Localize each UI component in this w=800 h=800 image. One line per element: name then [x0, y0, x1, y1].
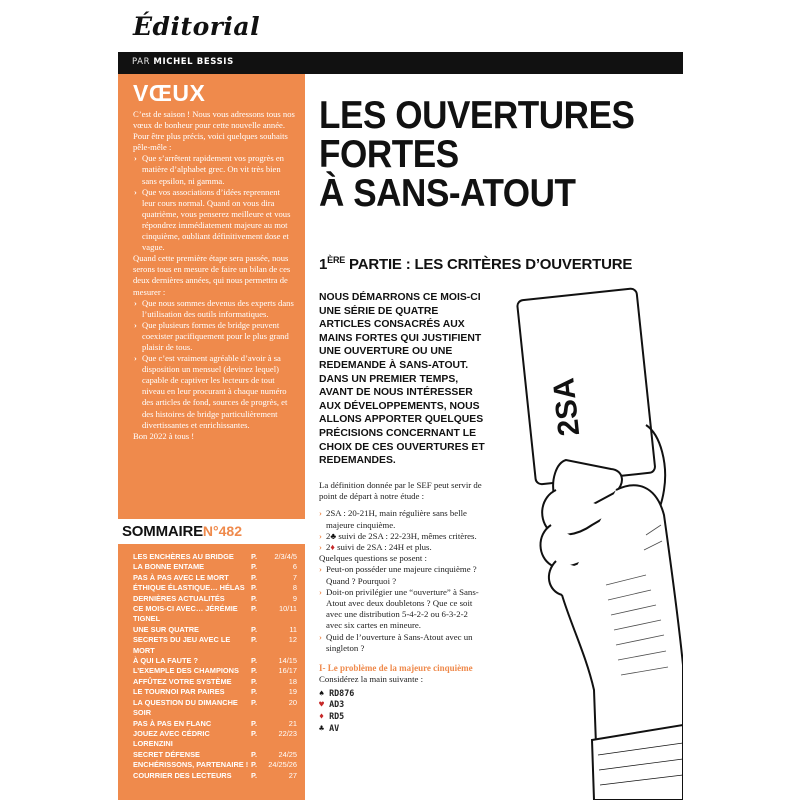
article-body [319, 480, 482, 734]
toc-row[interactable]: DERNIÈRES ACTUALITÉS P. 9 [133, 593, 297, 603]
toc-row[interactable]: ENCHÉRISSONS, PARTENAIRE ! P. 24/25/26 [133, 760, 297, 770]
hand-row-diamonds: ♦ RD5 [319, 710, 345, 721]
toc-row[interactable]: COURRIER DES LECTEURS P. 27 [133, 770, 297, 780]
list-item: › Que nous sommes devenus des experts dans l’utilisation des outils informatiques. [133, 298, 295, 320]
toc-row[interactable]: SECRET DÉFENSE P. 24/25 [133, 749, 297, 759]
voeux-box [118, 74, 305, 526]
list-item: › 2♣ suivi de 2SA : 22-23H, mêmes critères. [319, 531, 482, 542]
voeux-middle: Quand cette première étape sera passée, nous serons tous en mesure de faire un bilan de ces deux dernières années, qui nous permettra de mesurer : [133, 253, 291, 297]
toc-row[interactable]: LA QUESTION DU DIMANCHE SOIR P. 20 [133, 697, 297, 718]
masthead: Éditorial [133, 12, 261, 41]
list-item: › Quid de l’ouverture à Sans-Atout avec un singleton ? [319, 632, 482, 654]
list-item: › Que c’est vraiment agréable d’avoir à sa disposition un mensuel (devinez lequel) capable de captiver les lecteurs de tout niveau en leur procurant à chaque numéro des articles de fond, sources de progrès, et des histoires de bridge particulièrement divertissantes et enrichissantes. [133, 353, 295, 431]
body-intro: La définition donnée par le SEF peut servir de point de départ à notre étude : [319, 480, 482, 502]
diamond-icon: ♦ [319, 710, 325, 721]
sommaire-heading [118, 519, 305, 541]
article-title: LES OUVERTURES FORTES À SANS-ATOUT [319, 94, 635, 215]
toc-row[interactable]: UNE SUR QUATRE P. 11 [133, 624, 297, 634]
voeux-intro: C’est de saison ! Nous vous adressons tous nos vœux de bonheur pour cette nouvelle année. Pour être plus précis, voici quelques souhaits pêle-mêle : [133, 109, 295, 153]
bridge-hand [319, 688, 482, 734]
list-item: › 2♦ suivi de 2SA : 24H et plus. [319, 542, 482, 553]
hand-row-clubs: ♣ AV [319, 722, 340, 733]
hand-card-icon [496, 285, 683, 800]
voeux-list-2 [133, 298, 295, 431]
voeux-title: VŒUX [133, 80, 206, 106]
list-item: › 2SA : 20-21H, main régulière sans belle majeure cinquième. [319, 508, 482, 530]
toc-row[interactable]: LA BONNE ENTAME P. 6 [133, 562, 297, 572]
club-icon: ♣ [319, 722, 325, 733]
section-intro: Considérez la main suivante : [319, 673, 424, 684]
author-byline: PAR MICHEL BESSIS [132, 57, 234, 67]
toc-row[interactable]: L’EXEMPLE DES CHAMPIONS P. 16/17 [133, 666, 297, 676]
toc-row[interactable]: CE MOIS-CI AVEC… JÉRÉMIE TIGNEL P. 10/11 [133, 604, 297, 624]
list-item: › Peut-on posséder une majeure cinquième ? Quand ? Pourquoi ? [319, 564, 482, 586]
toc-row[interactable]: AFFÛTEZ VOTRE SYSTÈME P. 18 [133, 676, 297, 686]
definition-list [319, 508, 482, 553]
list-item: › Que s’arrêtent rapidement vos progrès en matière d’alphabet grec. On vit très bien sans epsilon, ni gamma. [133, 153, 295, 186]
voeux-closing: Bon 2022 à tous ! [133, 430, 195, 441]
questions-list [319, 564, 482, 654]
hand-holding-card-illustration [496, 285, 683, 800]
toc-row[interactable]: PAS À PAS AVEC LE MORT P. 7 [133, 572, 297, 582]
issue-number: N°482 [202, 523, 242, 539]
list-item: › Que plusieurs formes de bridge peuvent coexister pacifiquement pour le plus grand plaisir de tous. [133, 320, 295, 353]
card-label: 2SA [547, 376, 587, 438]
toc-row[interactable]: SECRETS DU JEU AVEC LE MORT P. 12 [133, 635, 297, 655]
list-item: › Que vos associations d’idées reprennent leur cours normal. Quand on vous dira quatrième, vous penserez meilleure et vous répondrez immédiatement majeure au mot cinquième, oubliant définitivement dose et vague. [133, 187, 295, 254]
voeux-list-1 [133, 153, 295, 253]
sommaire-list [118, 544, 305, 800]
toc-row[interactable]: ÉTHIQUE ÉLASTIQUE… HÉLAS P. 8 [133, 583, 297, 593]
toc-row[interactable]: LE TOURNOI PAR PAIRES P. 19 [133, 687, 297, 697]
spade-icon: ♠ [319, 687, 325, 698]
author-bar [118, 52, 683, 74]
sommaire-title: SOMMAIRE [122, 523, 203, 540]
heart-icon: ♥ [319, 699, 325, 710]
article-subtitle: 1ÈRE PARTIE : LES CRITÈRES D’OUVERTURE [319, 255, 633, 273]
club-icon: ♣ [330, 530, 337, 541]
hand-row-spades: ♠ RD876 [319, 687, 355, 698]
section-title: I- Le problème de la majeure cinquième [319, 663, 473, 674]
toc-row[interactable]: PAS À PAS EN FLANC P. 21 [133, 718, 297, 728]
toc-row[interactable]: À QUI LA FAUTE ? P. 14/15 [133, 656, 297, 666]
toc-row[interactable]: LES ENCHÈRES AU BRIDGE P. 2/3/4/5 [133, 552, 297, 561]
questions-intro: Quelques questions se posent : [319, 553, 427, 564]
list-item: › Doit-on privilégier une “ouverture” à Sans-Atout avec deux doubletons ? Que ce soit avec une distribution 5-4-2-2 ou 6-3-2-2 avec six cartes en mineure. [319, 587, 482, 632]
article-lead: NOUS DÉMARRONS CE MOIS-CI UNE SÉRIE DE QUATRE ARTICLES CONSACRÉS AUX MAINS FORTES QUI JUSTIFIENT UNE OUVERTURE OU UNE REDEMANDE À SANS-ATOUT. DANS UN PREMIER TEMPS, AVANT DE NOUS INTÉRESSER AUX DÉVELOPPEMENTS, NOUS ALLONS APPORTER QUELQUES PRÉCISIONS CONCERNANT LE CHOIX DE CES OUVERTURES ET REDEMANDES. [319, 292, 485, 467]
magazine-page [118, 0, 683, 800]
toc-row[interactable]: JOUEZ AVEC CÉDRIC LORENZINI P. 22/23 [133, 728, 297, 749]
diamond-icon: ♦ [330, 542, 335, 553]
hand-row-hearts: ♥ AD3 [319, 699, 345, 710]
